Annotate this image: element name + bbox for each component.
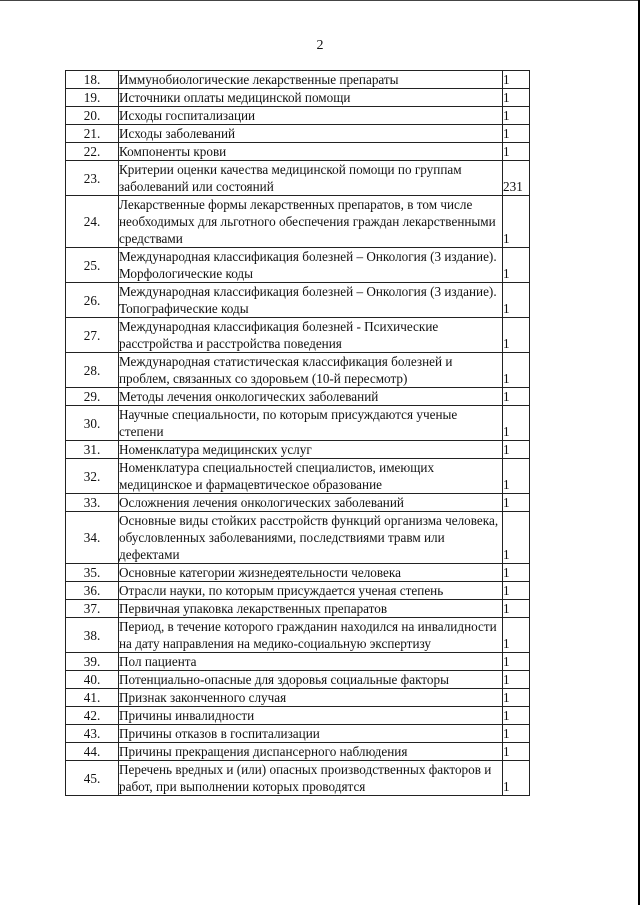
row-name: Первичная упаковка лекарственных препаратов bbox=[119, 600, 503, 618]
table-row bbox=[66, 618, 530, 653]
table-row bbox=[66, 161, 530, 196]
row-value: 1 bbox=[503, 618, 530, 653]
row-number: 21. bbox=[66, 125, 119, 143]
row-name: Основные виды стойких расстройств функций организма человека, обусловленных заболеваниями, последствиями травм или дефектами bbox=[119, 512, 503, 564]
page-number: 2 bbox=[316, 38, 324, 53]
row-number: 33. bbox=[66, 494, 119, 512]
table-row bbox=[66, 143, 530, 161]
table-row bbox=[66, 107, 530, 125]
row-value: 1 bbox=[503, 71, 530, 89]
row-value: 1 bbox=[503, 761, 530, 796]
row-name: Международная классификация болезней – Онкология (3 издание). Топографические коды bbox=[119, 283, 503, 318]
row-value: 1 bbox=[503, 388, 530, 406]
row-number: 32. bbox=[66, 459, 119, 494]
table-row bbox=[66, 89, 530, 107]
row-number: 18. bbox=[66, 71, 119, 89]
row-name: Отрасли науки, по которым присуждается ученая степень bbox=[119, 582, 503, 600]
table-row bbox=[66, 406, 530, 441]
row-name: Основные категории жизнедеятельности человека bbox=[119, 564, 503, 582]
row-value: 1 bbox=[503, 459, 530, 494]
table-row bbox=[66, 283, 530, 318]
row-number: 44. bbox=[66, 743, 119, 761]
row-name: Источники оплаты медицинской помощи bbox=[119, 89, 503, 107]
row-value: 1 bbox=[503, 689, 530, 707]
row-number: 25. bbox=[66, 248, 119, 283]
row-name: Критерии оценки качества медицинской помощи по группам заболеваний или состояний bbox=[119, 161, 503, 196]
row-value: 1 bbox=[503, 406, 530, 441]
table-row bbox=[66, 459, 530, 494]
row-number: 19. bbox=[66, 89, 119, 107]
row-name: Международная классификация болезней - Психические расстройства и расстройства поведения bbox=[119, 318, 503, 353]
row-number: 40. bbox=[66, 671, 119, 689]
row-name: Причины инвалидности bbox=[119, 707, 503, 725]
row-value: 1 bbox=[503, 494, 530, 512]
row-number: 41. bbox=[66, 689, 119, 707]
row-number: 42. bbox=[66, 707, 119, 725]
row-name: Номенклатура специальностей специалистов, имеющих медицинское и фармацевтическое образование bbox=[119, 459, 503, 494]
row-number: 20. bbox=[66, 107, 119, 125]
row-name: Научные специальности, по которым присуждаются ученые степени bbox=[119, 406, 503, 441]
row-name: Методы лечения онкологических заболеваний bbox=[119, 388, 503, 406]
row-name: Перечень вредных и (или) опасных производственных факторов и работ, при выполнении которых проводятся bbox=[119, 761, 503, 796]
row-name: Номенклатура медицинских услуг bbox=[119, 441, 503, 459]
table-row bbox=[66, 564, 530, 582]
row-value: 1 bbox=[503, 653, 530, 671]
row-number: 27. bbox=[66, 318, 119, 353]
table-row bbox=[66, 318, 530, 353]
table-row bbox=[66, 743, 530, 761]
row-value: 1 bbox=[503, 125, 530, 143]
row-name: Осложнения лечения онкологических заболеваний bbox=[119, 494, 503, 512]
row-name: Иммунобиологические лекарственные препараты bbox=[119, 71, 503, 89]
row-name: Исходы госпитализации bbox=[119, 107, 503, 125]
row-value: 1 bbox=[503, 89, 530, 107]
row-value: 1 bbox=[503, 318, 530, 353]
row-name: Причины прекращения диспансерного наблюдения bbox=[119, 743, 503, 761]
row-value: 1 bbox=[503, 107, 530, 125]
row-number: 36. bbox=[66, 582, 119, 600]
row-value: 1 bbox=[503, 600, 530, 618]
table-row bbox=[66, 196, 530, 248]
row-number: 45. bbox=[66, 761, 119, 796]
table-row bbox=[66, 125, 530, 143]
classifier-table bbox=[65, 70, 530, 796]
table-row bbox=[66, 441, 530, 459]
table-row bbox=[66, 248, 530, 283]
row-name: Международная статистическая классификация болезней и проблем, связанных со здоровьем (10-й пересмотр) bbox=[119, 353, 503, 388]
table-row bbox=[66, 494, 530, 512]
table-row bbox=[66, 689, 530, 707]
row-name: Пол пациента bbox=[119, 653, 503, 671]
row-value: 1 bbox=[503, 707, 530, 725]
row-name: Признак законченного случая bbox=[119, 689, 503, 707]
row-name: Международная классификация болезней – Онкология (3 издание). Морфологические коды bbox=[119, 248, 503, 283]
row-name: Лекарственные формы лекарственных препаратов, в том числе необходимых для льготного обеспечения граждан лекарственными средствами bbox=[119, 196, 503, 248]
row-number: 26. bbox=[66, 283, 119, 318]
row-name: Причины отказов в госпитализации bbox=[119, 725, 503, 743]
row-value: 1 bbox=[503, 143, 530, 161]
table-row bbox=[66, 582, 530, 600]
table-row bbox=[66, 671, 530, 689]
table-row bbox=[66, 653, 530, 671]
row-number: 28. bbox=[66, 353, 119, 388]
row-value: 1 bbox=[503, 671, 530, 689]
row-value: 1 bbox=[503, 512, 530, 564]
row-value: 1 bbox=[503, 283, 530, 318]
row-number: 30. bbox=[66, 406, 119, 441]
row-name: Исходы заболеваний bbox=[119, 125, 503, 143]
row-number: 34. bbox=[66, 512, 119, 564]
row-value: 1 bbox=[503, 725, 530, 743]
row-value: 1 bbox=[503, 582, 530, 600]
table-row bbox=[66, 388, 530, 406]
table-row bbox=[66, 353, 530, 388]
row-number: 23. bbox=[66, 161, 119, 196]
table-row bbox=[66, 600, 530, 618]
row-name: Период, в течение которого гражданин находился на инвалидности на дату направления на медико-социальную экспертизу bbox=[119, 618, 503, 653]
row-number: 43. bbox=[66, 725, 119, 743]
row-number: 22. bbox=[66, 143, 119, 161]
scan-top-edge bbox=[0, 0, 640, 1]
table-row bbox=[66, 71, 530, 89]
table-row bbox=[66, 707, 530, 725]
table-row bbox=[66, 512, 530, 564]
row-value: 1 bbox=[503, 564, 530, 582]
row-number: 38. bbox=[66, 618, 119, 653]
row-number: 39. bbox=[66, 653, 119, 671]
table-body bbox=[66, 71, 530, 796]
row-number: 29. bbox=[66, 388, 119, 406]
row-value: 1 bbox=[503, 743, 530, 761]
row-value: 1 bbox=[503, 353, 530, 388]
row-value: 231 bbox=[503, 161, 530, 196]
row-number: 24. bbox=[66, 196, 119, 248]
table-row bbox=[66, 725, 530, 743]
row-value: 1 bbox=[503, 196, 530, 248]
row-name: Потенциально-опасные для здоровья социальные факторы bbox=[119, 671, 503, 689]
table-row bbox=[66, 761, 530, 796]
row-name: Компоненты крови bbox=[119, 143, 503, 161]
row-number: 35. bbox=[66, 564, 119, 582]
row-number: 31. bbox=[66, 441, 119, 459]
row-value: 1 bbox=[503, 441, 530, 459]
row-value: 1 bbox=[503, 248, 530, 283]
row-number: 37. bbox=[66, 600, 119, 618]
